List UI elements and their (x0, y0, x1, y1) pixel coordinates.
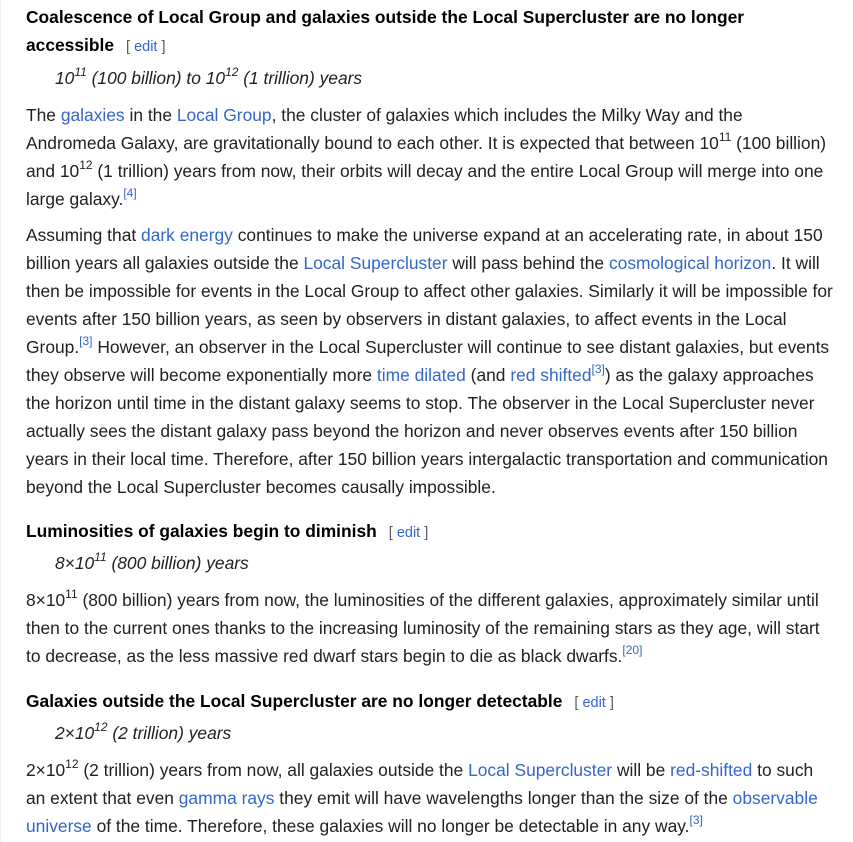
era-date: $2\times 10^{12}$ (2 trillion) years (55, 720, 232, 743)
link-galaxies[interactable]: galaxies (60, 105, 125, 125)
link-gamma-rays[interactable]: gamma rays (178, 788, 275, 808)
edit-link[interactable]: edit (134, 39, 158, 55)
edit-link[interactable]: edit (582, 695, 606, 711)
section-heading-text: Luminosities of galaxies begin to diminish (26, 521, 377, 541)
link-cosmological-horizon[interactable]: cosmological horizon (608, 253, 772, 273)
paragraph: The galaxies in the Local Group, the cluster of galaxies which includes the Milky Way and the Andromeda Galaxy, are gravitationally bound to each other. It is expected that between $10^{11}$ (100 billion) and $10^{12}$ (1 trillion) years from now, their orbits will decay and the entire Local Group will merge into one large galaxy.[4] (26, 105, 827, 209)
paragraph: Assuming that dark energy continues to make the universe expand at an accelerating rate, in about 150 billion years all galaxies outside the Local Supercluster will pass behind the cosmological horizon. It will then be impossible for events in the Local Group to affect other galaxies. Similarly it will be impossible for events after 150 billion years, as seen by observers in distant galaxies, to affect events in the Local Group.[3] However, an observer in the Local Supercluster will continue to see distant galaxies, but events they observe will become exponentially more time dilated (and red shifted[3]) as the galaxy approaches the horizon until time in the distant galaxy seems to stop. The observer in the Local Supercluster never actually sees the distant galaxy pass beyond the horizon and never observes events after 150 billion years in their local time. Therefore, after 150 billion years intergalactic transportation and communication beyond the Local Supercluster becomes causally impossible. (26, 225, 833, 497)
link-local-supercluster[interactable]: Local Supercluster (303, 253, 448, 273)
section-heading (26, 3, 834, 61)
era-date: $10^{11}$ (100 billion) to $10^{12}$ (1 trillion) years (55, 65, 363, 88)
link-local-supercluster[interactable]: Local Supercluster (468, 760, 613, 780)
link-red-shifted[interactable]: red-shifted (670, 760, 753, 780)
citation-link[interactable]: [3] (689, 813, 703, 828)
edit-section: [ edit ] (574, 695, 614, 711)
citation-link[interactable]: [4] (123, 186, 137, 201)
section-heading (26, 517, 834, 547)
citation-link[interactable]: [20] (622, 643, 643, 658)
link-dark-energy[interactable]: dark energy (141, 225, 233, 245)
link-observable-universe[interactable]: observable universe (26, 788, 818, 836)
link-red-shifted[interactable]: red shifted (510, 365, 592, 385)
link-local-group[interactable]: Local Group (176, 105, 272, 125)
edit-section: [ edit ] (388, 525, 429, 541)
section-heading (26, 687, 834, 717)
section-heading-text: Galaxies outside the Local Supercluster are no longer detectable (26, 691, 563, 711)
edit-link[interactable]: edit (396, 525, 421, 541)
edit-section: [ edit ] (126, 39, 166, 55)
era-date: $8\times 10^{11}$ (800 billion) years (55, 550, 249, 573)
citation-link[interactable]: [3] (79, 334, 93, 349)
article-content (26, 0, 834, 840)
citation-link[interactable]: [3] (591, 362, 605, 377)
paragraph: $8\times 10^{11}$ (800 billion) years from now, the luminosities of the different galaxies, approximately similar until then to the current ones thanks to the increasing luminosity of the remaining stars as they age, will start to decrease, as the less massive red dwarf stars begin to die as black dwarfs.[20] (26, 587, 820, 666)
section-heading-text: Coalescence of Local Group and galaxies outside the Local Supercluster are no longer accessible (26, 7, 745, 55)
link-time-dilated[interactable]: time dilated (376, 365, 466, 385)
paragraph: $2\times 10^{12}$ (2 trillion) years from now, all galaxies outside the Local Supercluster will be red-shifted to such an extent that even gamma rays they emit will have wavelengths longer than the size of the observable universe of the time. Therefore, these galaxies will no longer be detectable in any way.[3] (26, 757, 818, 836)
